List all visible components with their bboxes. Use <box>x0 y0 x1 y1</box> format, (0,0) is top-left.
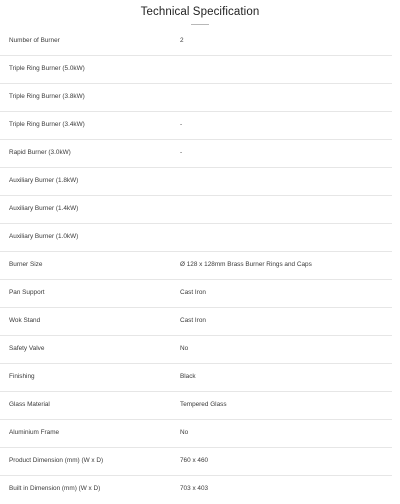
spec-label: Aluminium Frame <box>9 429 60 436</box>
spec-value: 2 <box>180 37 184 44</box>
spec-label: Number of Burner <box>9 37 60 44</box>
spec-row-built-in-dimension <box>0 476 392 504</box>
spec-row-triple-ring-5kw <box>0 56 392 84</box>
spec-row-pan-support <box>0 280 392 308</box>
spec-value: Ø 128 x 128mm Brass Burner Rings and Caps <box>180 261 312 268</box>
spec-row-product-dimension <box>0 448 392 476</box>
spec-row-triple-ring-3-8kw <box>0 84 392 112</box>
spec-row-triple-ring-3-4kw <box>0 112 392 140</box>
spec-value: Black <box>180 373 196 380</box>
spec-label: Triple Ring Burner (3.8kW) <box>9 93 85 100</box>
spec-row-aluminium-frame <box>0 420 392 448</box>
title-underline <box>191 24 209 25</box>
spec-value: Cast Iron <box>180 317 206 324</box>
spec-value: Tempered Glass <box>180 401 227 408</box>
spec-label: Glass Material <box>9 401 50 408</box>
spec-row-safety-valve <box>0 336 392 364</box>
page-title: Technical Specification <box>140 6 260 18</box>
spec-row-auxiliary-1-8kw <box>0 168 392 196</box>
spec-row-rapid-burner <box>0 140 392 168</box>
spec-label: Pan Support <box>9 289 45 296</box>
spec-value: 760 x 460 <box>180 457 209 464</box>
spec-row-number-of-burner <box>0 28 392 56</box>
spec-row-glass-material <box>0 392 392 420</box>
spec-row-finishing <box>0 364 392 392</box>
spec-label: Burner Size <box>9 261 43 268</box>
spec-label: Finishing <box>9 373 35 380</box>
spec-label: Product Dimension (mm) (W x D) <box>9 457 104 464</box>
spec-value: No <box>180 429 189 436</box>
spec-label: Auxiliary Burner (1.4kW) <box>9 205 79 212</box>
spec-label: Triple Ring Burner (3.4kW) <box>9 121 85 128</box>
spec-label: Triple Ring Burner (5.0kW) <box>9 65 85 72</box>
spec-row-burner-size <box>0 252 392 280</box>
spec-value: - <box>180 149 183 156</box>
spec-value: Cast Iron <box>180 289 206 296</box>
spec-row-auxiliary-1-4kw <box>0 196 392 224</box>
spec-label: Built in Dimension (mm) (W x D) <box>9 485 101 492</box>
spec-value: 703 x 403 <box>180 485 209 492</box>
spec-table <box>0 28 392 504</box>
spec-header <box>0 0 400 28</box>
spec-label: Auxiliary Burner (1.8kW) <box>9 177 79 184</box>
spec-label: Wok Stand <box>9 317 41 324</box>
spec-value: No <box>180 345 189 352</box>
spec-row-auxiliary-1-0kw <box>0 224 392 252</box>
spec-row-wok-stand <box>0 308 392 336</box>
spec-value: - <box>180 121 183 128</box>
spec-label: Auxiliary Burner (1.0kW) <box>9 233 79 240</box>
spec-label: Rapid Burner (3.0kW) <box>9 149 71 156</box>
spec-label: Safety Valve <box>9 345 45 352</box>
